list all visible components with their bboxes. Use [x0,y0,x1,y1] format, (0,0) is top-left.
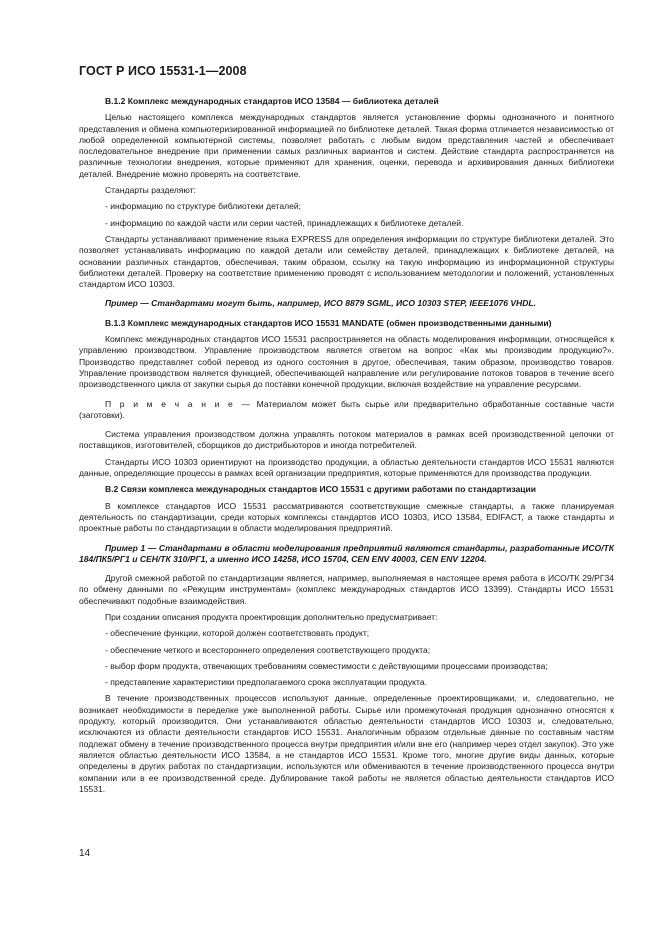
section-heading-b13: В.1.3 Комплекс международных стандартов ИСО 15531 MANDATE (обмен производственными данными) [105,317,552,328]
list-item: - представление характеристики предполагаемого срока эксплуатации продукта. [105,677,427,688]
paragraph: В комплексе стандартов ИСО 15531 рассматриваются соответствующие смежные стандарты, а также планируемая деятельность по стандартизации, среди которых комплексы стандартов ИСО 10303, ИСО 13584, EDIFACT, а также стандарты и проектные работы по стандартизации в области моделирования предприятий. [79,500,614,534]
paragraph: Стандарты ИСО 10303 ориентируют на производство продукции, а областью деятельности стандартов ИСО 15531 являются данные, определяющие процессы в рамках всей организации предприятия, которые применяются для производства продукции. [79,456,614,479]
section-heading-b12: В.1.2 Комплекс международных стандартов ИСО 13584 — библиотека деталей [105,96,439,106]
paragraph: Комплекс международных стандартов ИСО 15531 распространяется на область моделирования информации, относящейся к управлению производством. Управление производством является ответом на вопрос «Как мы производим продукцию?». Производство представляет собой перевод из одного состояния в другое, обеспечивая, таким образом, производство товаров. Управление производством является функцией, обеспечивающей направление или регулирование потоков товаров в течение всего производственного цикла от закупки сырья до поставки конечной продукции, включая воздействие на управление ресурсами. [79,334,614,390]
paragraph: Система управления производством должна управлять потоком материалов в рамках всей производственной цепочки от поставщиков, изготовителей, сборщиков до дистрибьюторов и иногда потребителей. [79,429,614,451]
list-item: - информацию по каждой части или серии частей, принадлежащих к библиотеке деталей. [105,217,464,228]
paragraph: Целью настоящего комплекса международных стандартов является установление формы однозначного и понятного представления и обмена компьютеризированной информацией по библиотеке деталей. Такая форма отличается независимостью от любой определенной компьютерной системы, позволяет работать с любым видом представления частей и обеспечивает последовательное внедрение при применении самых различных вариантов и систем. Действие стандарта распространяется на различные технологии внедрения, которые применяют для хранения, оценки, перевода и архивирования данных библиотеки деталей. Внедрение можно проверять на соответствие. [79,112,614,179]
list-item: - обеспечение функции, которой должен соответствовать продукт; [105,628,370,639]
paragraph: При создании описания продукта проектировщик дополнительно предусматривает: [105,611,438,622]
note-text: Материалом может быть сырье или предварительно обработанные составные части (заготовки). [79,398,614,420]
example: Пример — Стандартами могут быть, например, ИСО 8879 SGML, ИСО 10303 STEP, IEEE1076 VHDL. [105,298,536,309]
page-header: ГОСТ Р ИСО 15531-1—2008 [79,64,247,78]
section-heading-b2: В.2 Связи комплекса международных стандартов ИСО 15531 с другими работами по стандартизации [105,484,537,495]
page-number: 14 [79,848,91,859]
paragraph: Стандарты устанавливают применение языка EXPRESS для определения информации по структуре библиотеки деталей. Это позволяет устанавливать информацию по каждой детали или семейству деталей, принадлежащих к библиотеке деталей, на основании различных стандартов, обеспечивая, таким образом, ссылку на такую информацию из информационной структуры библиотеки деталей. Проверку на соответствие применению проводят с использованием методологии и положений, установленных стандартом ИСО 10303. [79,233,614,290]
note-label: П р и м е ч а н и е — [105,398,252,409]
page-body [79,96,614,795]
example: Пример 1 — Стандартами в области моделирования предприятий являются стандарты, разработанные ИСО/ТК 184/ПК5/РГ1 и СЕН/ТК 310/РГ1, а именно ИСО 14258, ИСО 15704, CEN ENV 40003, CEN ENV 12204. [79,542,614,564]
list-item: - выбор форм продукта, отвечающих требованиям совместимости с действующими процессами производства; [105,660,548,671]
list-item: - информацию по структуре библиотеки деталей; [105,201,302,212]
paragraph: Другой смежной работой по стандартизации является, например, выполняемая в настоящее время работа в ИСО/ТК 29/РГ34 по обмену данными по «Режущим инструментам» (комплекс международных стандартов ИСО 13399). Стандарты ИСО 15531 обеспечивают подобные взаимодействия. [79,573,614,606]
paragraph: В течение производственных процессов используют данные, определенные проектировщиками, и, следовательно, не возникает необходимости в переделке уже выполненной работы. Сырье или промежуточная продукция однозначно относятся к продукту, который производится. Они устанавливаются областью деятельности стандартов ИСО 10303 и, следовательно, исключаются из области деятельности стандартов ИСО 15531. Аналогичным образом отдельные данные по составным частям подлежат обмену в течение производственного процесса внутри предприятия и/или вне его (например через отдел закупок). Это уже является областью деятельности ИСО 13584, а не стандартов ИСО 15531. Кроме того, многие другие виды данных, которые определены в других работах по стандартизации, используются или обмениваются в течение производственного процесса внутри компании или в ее производственной среде. Дублирование такой работы не является областью деятельности стандартов ИСО 15531. [79,693,614,794]
paragraph: Стандарты разделяют: [105,185,196,196]
list-item: - обеспечение четкого и всестороннего определения соответствующего продукта; [105,644,431,655]
note [79,399,614,422]
